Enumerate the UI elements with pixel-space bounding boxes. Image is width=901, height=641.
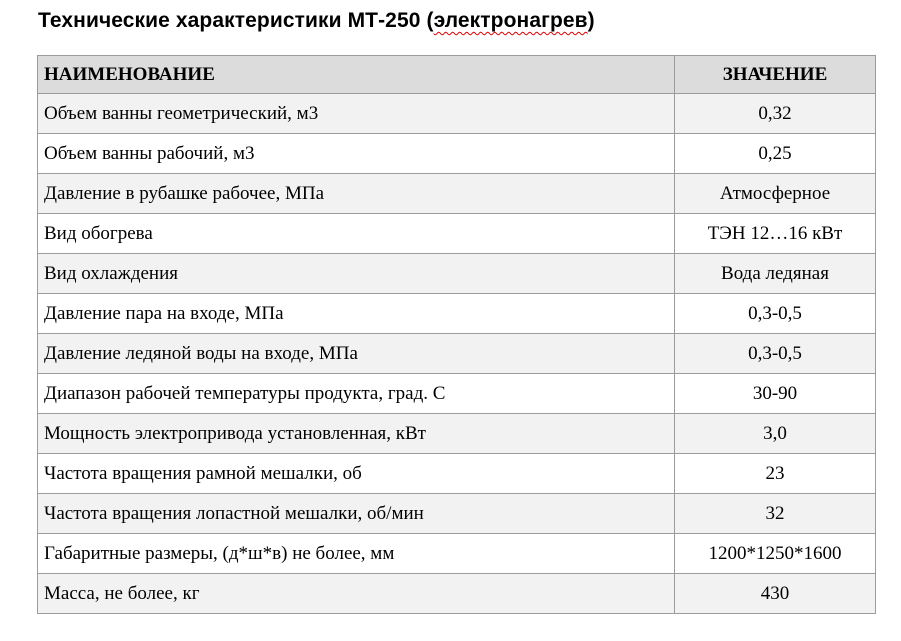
- page-title: [38, 9, 873, 33]
- table-row: [38, 414, 876, 454]
- param-value-cell: 32: [675, 494, 876, 534]
- param-value-cell: 3,0: [675, 414, 876, 454]
- param-name-cell: Габаритные размеры, (д*ш*в) не более, мм: [38, 534, 675, 574]
- param-name-cell: Давление ледяной воды на входе, МПа: [38, 334, 675, 374]
- column-header-value: ЗНАЧЕНИЕ: [675, 56, 876, 94]
- param-name-cell: Вид охлаждения: [38, 254, 675, 294]
- param-value-cell: 1200*1250*1600: [675, 534, 876, 574]
- param-name-cell: Частота вращения рамной мешалки, об: [38, 454, 675, 494]
- table-row: [38, 134, 876, 174]
- param-name-cell: Мощность электропривода установленная, кВт: [38, 414, 675, 454]
- param-name-cell: Объем ванны геометрический, м3: [38, 94, 675, 134]
- param-name-cell: Вид обогрева: [38, 214, 675, 254]
- table-row: [38, 374, 876, 414]
- table-row: [38, 534, 876, 574]
- param-name-cell: Объем ванны рабочий, м3: [38, 134, 675, 174]
- param-value-cell: 430: [675, 574, 876, 614]
- table-row: [38, 334, 876, 374]
- param-value-cell: ТЭН 12…16 кВт: [675, 214, 876, 254]
- table-row: [38, 94, 876, 134]
- param-name-cell: Масса, не более, кг: [38, 574, 675, 614]
- param-value-cell: 0,25: [675, 134, 876, 174]
- param-value-cell: Вода ледяная: [675, 254, 876, 294]
- table-row: [38, 574, 876, 614]
- param-value-cell: 0,3-0,5: [675, 334, 876, 374]
- param-name-cell: Давление в рубашке рабочее, МПа: [38, 174, 675, 214]
- table-row: [38, 454, 876, 494]
- param-name-cell: Давление пара на входе, МПа: [38, 294, 675, 334]
- page-title-spellcheck-word: электронагрев: [433, 9, 588, 32]
- spec-table-body: [38, 94, 876, 614]
- page-title-suffix: ): [587, 9, 595, 32]
- table-row: [38, 214, 876, 254]
- table-row: [38, 254, 876, 294]
- spec-table-header: [38, 56, 876, 94]
- spec-table: [37, 55, 876, 614]
- param-value-cell: 0,32: [675, 94, 876, 134]
- param-name-cell: Частота вращения лопастной мешалки, об/мин: [38, 494, 675, 534]
- param-value-cell: 0,3-0,5: [675, 294, 876, 334]
- table-row: [38, 174, 876, 214]
- table-row: [38, 494, 876, 534]
- header-row: [38, 56, 876, 94]
- param-name-cell: Диапазон рабочей температуры продукта, град. С: [38, 374, 675, 414]
- page-title-prefix: Технические характеристики МТ-250 (: [38, 9, 434, 32]
- column-header-name: НАИМЕНОВАНИЕ: [38, 56, 675, 94]
- param-value-cell: Атмосферное: [675, 174, 876, 214]
- table-row: [38, 294, 876, 334]
- param-value-cell: 23: [675, 454, 876, 494]
- param-value-cell: 30-90: [675, 374, 876, 414]
